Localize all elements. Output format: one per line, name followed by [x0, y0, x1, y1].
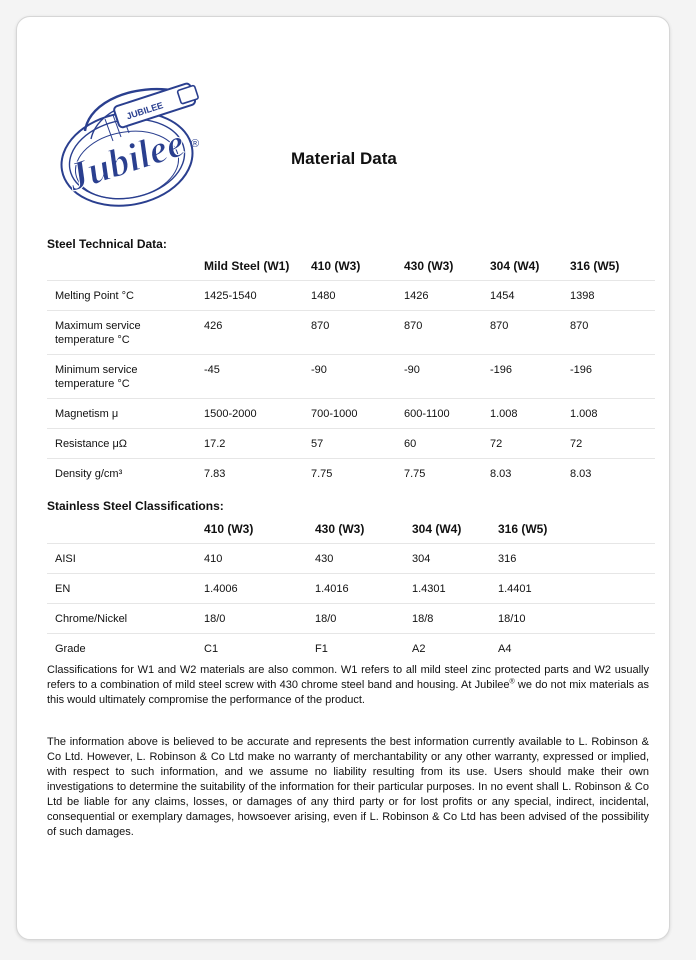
- table-row: [47, 281, 655, 311]
- table-cell: 17.2: [204, 429, 311, 459]
- row-label: EN: [47, 574, 204, 604]
- row-label: Density g/cm³: [47, 459, 204, 489]
- steel-technical-table: [47, 259, 655, 488]
- column-header: 410 (W3): [204, 522, 254, 536]
- table-cell: F1: [315, 634, 412, 664]
- table-cell: 1398: [570, 281, 655, 311]
- table-cell: A2: [412, 634, 498, 664]
- table-cell: 1.4401: [498, 574, 655, 604]
- table-cell: -196: [490, 355, 570, 399]
- column-header: 304 (W4): [412, 522, 462, 536]
- table-cell: 1426: [404, 281, 490, 311]
- stainless-classification-heading: Stainless Steel Classifications:: [47, 499, 224, 513]
- table-cell: 870: [490, 311, 570, 355]
- column-header: 316 (W5): [498, 522, 548, 536]
- classification-note-text-end: we do not mix materials as this would ultimately compromise the performance of the product.: [47, 679, 649, 706]
- classification-note-text: Classifications for W1 and W2 materials are also common. W1 refers to all mild steel zinc protected parts and W2 usually refers to a combination of mild steel screw with 430 chrome steel band and housing. At Jubilee: [47, 664, 649, 691]
- registered-mark-superscript: ®: [509, 678, 515, 686]
- row-label: Minimum service temperature °C: [47, 355, 204, 399]
- table-cell: -45: [204, 355, 311, 399]
- row-label: Melting Point °C: [47, 281, 204, 311]
- document-page: [16, 16, 670, 940]
- steel-header-row: [47, 259, 655, 281]
- stainless-classification-table: [47, 522, 655, 663]
- jubilee-logo: [45, 61, 215, 221]
- table-cell: C1: [204, 634, 315, 664]
- header-blank-cell: [47, 259, 204, 281]
- table-row: [47, 429, 655, 459]
- classification-note: [47, 663, 649, 708]
- disclaimer-paragraph: The information above is believed to be accurate and represents the best information currently available to L. Robinson & Co Ltd. However, L. Robinson & Co Ltd make no warranty of merchantability or any other warranty, expressed or implied, with respect to such information, and we assume no liability resulting from its use. Users should make their own investigations to determine the suitability of the information for their particular purposes. In no event shall L. Robinson & Co Ltd be liable for any claims, losses, or damages of any third party or for lost profits or any special, indirect, incidental, consequential or exemplary damages, howsoever arising, even if L. Robinson & Co Ltd has been advised of the possibility of such damages.: [47, 736, 649, 838]
- page-title: Material Data: [291, 149, 397, 168]
- table-row: [47, 634, 655, 664]
- table-cell: A4: [498, 634, 655, 664]
- table-cell: 600-1100: [404, 399, 490, 429]
- table-cell: 1425-1540: [204, 281, 311, 311]
- table-row: [47, 399, 655, 429]
- table-row: [47, 355, 655, 399]
- column-header: 304 (W4): [490, 259, 540, 273]
- table-cell: 72: [490, 429, 570, 459]
- table-cell: 18/8: [412, 604, 498, 634]
- table-cell: 700-1000: [311, 399, 404, 429]
- row-label: AISI: [47, 544, 204, 574]
- table-cell: -196: [570, 355, 655, 399]
- column-header: 430 (W3): [315, 522, 365, 536]
- logo-band-text: JUBILEE: [125, 100, 165, 122]
- table-cell: -90: [404, 355, 490, 399]
- table-cell: 1.4301: [412, 574, 498, 604]
- table-cell: 1.008: [490, 399, 570, 429]
- table-cell: 304: [412, 544, 498, 574]
- stainless-header-row: [47, 522, 655, 544]
- row-label: Resistance μΩ: [47, 429, 204, 459]
- table-cell: 8.03: [490, 459, 570, 489]
- table-cell: 57: [311, 429, 404, 459]
- table-cell: 1.4006: [204, 574, 315, 604]
- table-cell: 870: [570, 311, 655, 355]
- table-row: [47, 459, 655, 489]
- table-cell: 1480: [311, 281, 404, 311]
- row-label: Magnetism μ: [47, 399, 204, 429]
- table-cell: 870: [311, 311, 404, 355]
- table-cell: 410: [204, 544, 315, 574]
- table-cell: 8.03: [570, 459, 655, 489]
- table-cell: 426: [204, 311, 311, 355]
- table-cell: 18/10: [498, 604, 655, 634]
- row-label: Grade: [47, 634, 204, 664]
- table-cell: 60: [404, 429, 490, 459]
- table-row: [47, 604, 655, 634]
- table-cell: 1.4016: [315, 574, 412, 604]
- column-header: 316 (W5): [570, 259, 620, 273]
- logo-wordmark: Jubilee: [61, 119, 190, 200]
- table-row: [47, 311, 655, 355]
- table-cell: -90: [311, 355, 404, 399]
- header-blank-cell: [47, 522, 204, 544]
- column-header: 430 (W3): [404, 259, 454, 273]
- table-row: [47, 574, 655, 604]
- table-cell: 7.83: [204, 459, 311, 489]
- table-cell: 1454: [490, 281, 570, 311]
- steel-technical-heading: Steel Technical Data:: [47, 237, 167, 251]
- table-cell: 870: [404, 311, 490, 355]
- table-cell: 72: [570, 429, 655, 459]
- table-cell: 316: [498, 544, 655, 574]
- table-cell: 18/0: [315, 604, 412, 634]
- table-row: [47, 544, 655, 574]
- row-label: Chrome/Nickel: [47, 604, 204, 634]
- registered-mark: ®: [191, 138, 200, 150]
- column-header: 410 (W3): [311, 259, 361, 273]
- table-cell: 7.75: [404, 459, 490, 489]
- table-cell: 1.008: [570, 399, 655, 429]
- table-cell: 430: [315, 544, 412, 574]
- table-cell: 18/0: [204, 604, 315, 634]
- row-label: Maximum service temperature °C: [47, 311, 204, 355]
- table-cell: 1500-2000: [204, 399, 311, 429]
- column-header: Mild Steel (W1): [204, 259, 290, 273]
- table-cell: 7.75: [311, 459, 404, 489]
